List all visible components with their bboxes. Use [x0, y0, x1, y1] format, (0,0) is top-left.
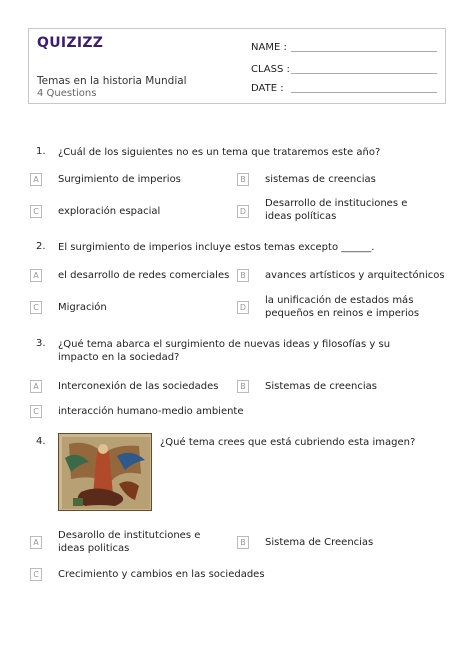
option-letter: A — [30, 173, 42, 186]
class-label: CLASS : — [251, 64, 290, 75]
question-text: ¿Qué tema abarca el surgimiento de nuevas ideas y filosofías y su impacto en la sociedad? — [58, 339, 391, 363]
painting-illustration — [59, 434, 152, 511]
option-text: la unificación de estados más pequeños en reinos e imperios — [265, 295, 420, 319]
question-number: 2. — [36, 241, 46, 252]
option-text: el desarrollo de redes comerciales — [58, 270, 230, 281]
question-number: 3. — [36, 338, 46, 349]
class-field[interactable] — [251, 64, 290, 75]
worksheet-header — [28, 28, 446, 104]
option-text: Surgimiento de imperios — [58, 174, 181, 185]
option-text: Migración — [58, 302, 107, 313]
name-line — [291, 51, 437, 52]
option-text: Interconexión de las sociedades — [58, 381, 219, 392]
question-text: ¿Cuál de los siguientes no es un tema que trataremos este año? — [58, 147, 381, 158]
option-letter: C — [30, 301, 42, 314]
class-line — [291, 73, 437, 74]
option-letter: A — [30, 269, 42, 282]
date-line — [291, 92, 437, 93]
name-label: NAME : — [251, 42, 287, 53]
option-text: exploración espacial — [58, 206, 161, 217]
option-text: Crecimiento y cambios en las sociedades — [58, 569, 265, 580]
date-field[interactable] — [251, 83, 284, 94]
name-field[interactable] — [251, 42, 287, 53]
option-letter: A — [30, 380, 42, 393]
option-letter: B — [237, 536, 249, 549]
question-count: 4 Questions — [37, 88, 97, 99]
option-letter: B — [237, 269, 249, 282]
option-letter: B — [237, 173, 249, 186]
medieval-painting-image — [58, 433, 152, 511]
worksheet-title: Temas en la historia Mundial — [37, 75, 187, 87]
option-text: interacción humano-medio ambiente — [58, 406, 244, 417]
option-letter: D — [237, 205, 249, 218]
option-letter: C — [30, 205, 42, 218]
option-text: Desarrollo de instituciones e ideas políticas — [265, 198, 408, 222]
option-letter: D — [237, 301, 249, 314]
question-number: 1. — [36, 146, 46, 157]
question-number: 4. — [36, 436, 46, 447]
date-label: DATE : — [251, 83, 284, 94]
option-text: avances artísticos y arquitectónicos — [265, 270, 445, 281]
option-letter: C — [30, 568, 42, 581]
option-letter: B — [237, 380, 249, 393]
option-letter: C — [30, 405, 42, 418]
option-text: Desarollo de institutciones e ideas politicas — [58, 530, 201, 554]
question-text: ¿Qué tema crees que está cubriendo esta imagen? — [160, 437, 416, 448]
option-text: sistemas de creencias — [265, 174, 376, 185]
option-text: Sistema de Creencias — [265, 537, 374, 548]
option-text: Sistemas de creencias — [265, 381, 377, 392]
option-letter: A — [30, 536, 42, 549]
question-text: El surgimiento de imperios incluye estos temas excepto ______. — [58, 242, 375, 253]
quizizz-logo: QUIZIZZ — [37, 35, 104, 51]
